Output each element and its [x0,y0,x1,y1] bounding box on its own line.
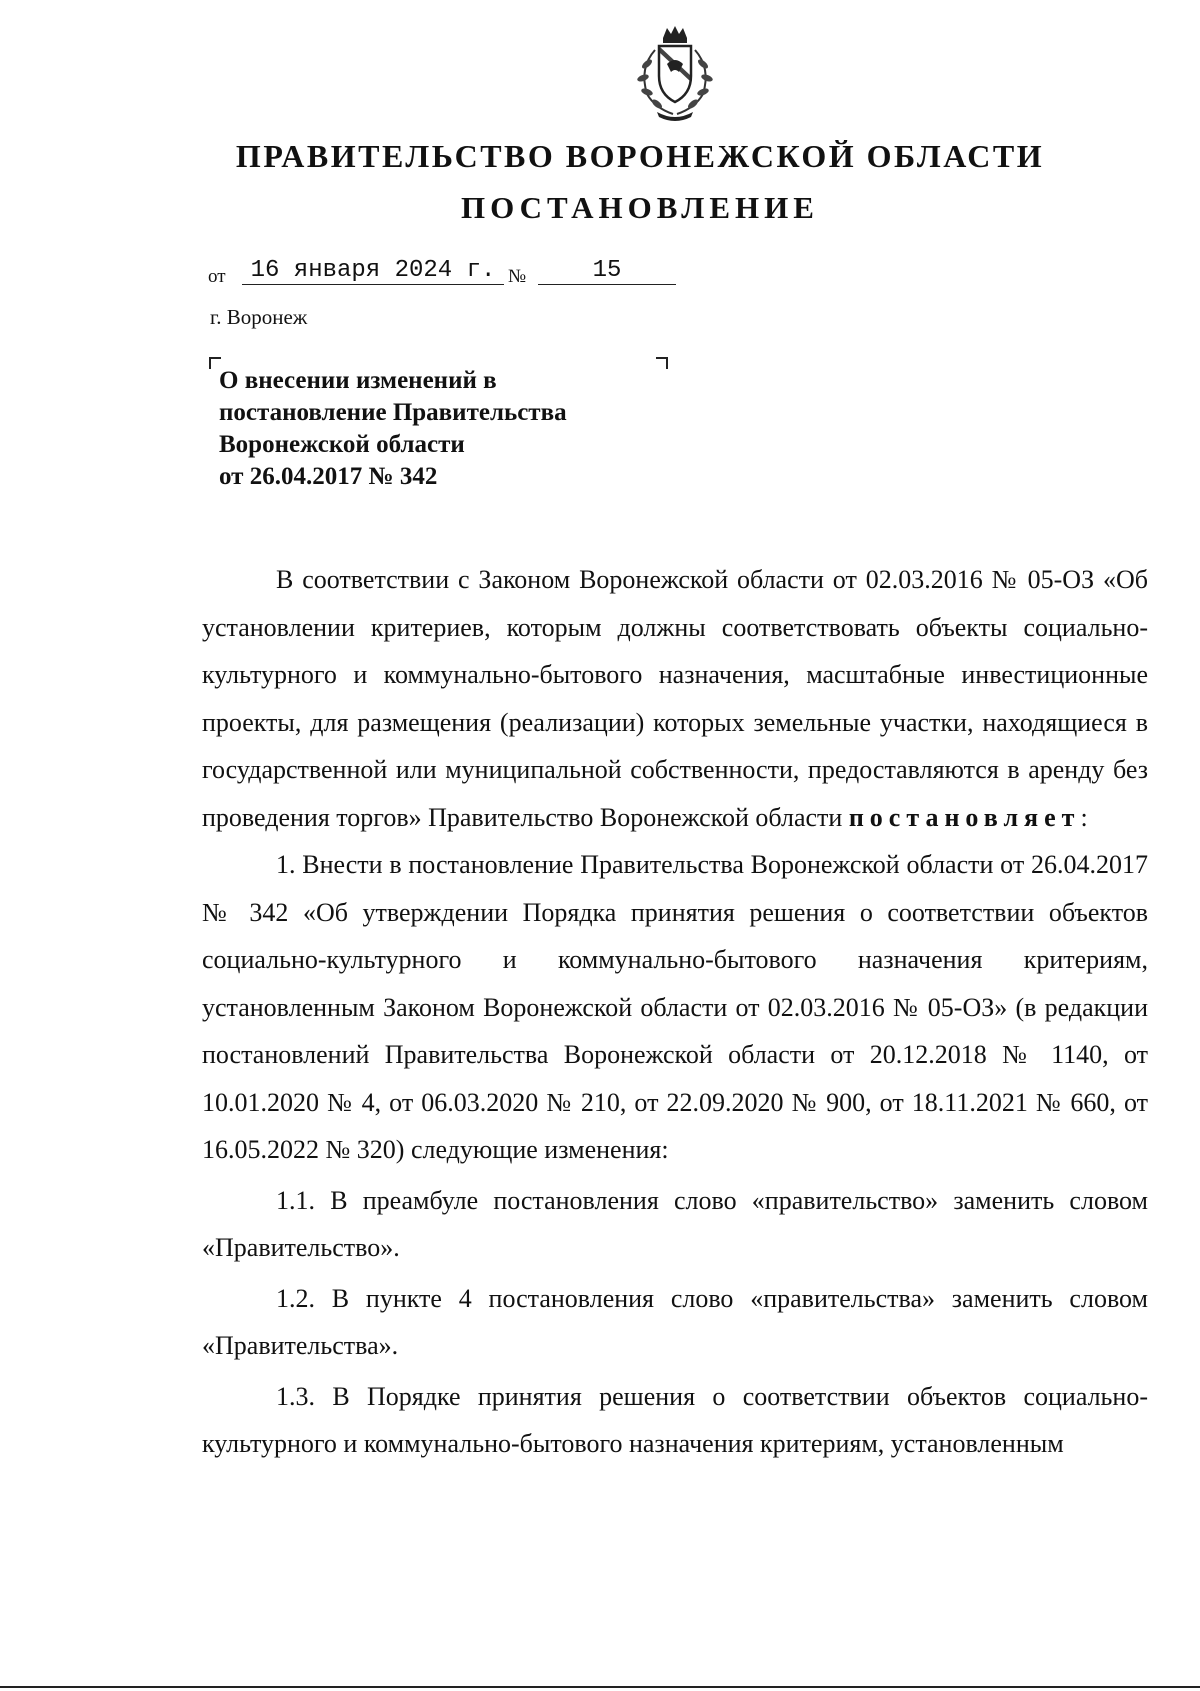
document-subject [219,365,567,493]
subject-line: Воронежской области [219,431,465,458]
preamble-text: В соответствии с Законом Воронежской области от 02.03.2016 № 05-ОЗ «Об установлении критериев, которым должны соответствовать объекты социально-культурного и коммунально-бытового назначения, масштабные инвестиционные проекты, для размещения (реализации) которых земельные участки, находящиеся в государственной или муниципальной собственности, предоставляются в аренду без проведения торгов» Правительство Воронежской области [202,565,1148,832]
subject-line: от 26.04.2017 № 342 [219,463,438,490]
decree-colon: : [1080,802,1088,832]
number-label: № [508,266,527,287]
document-type-title: ПОСТАНОВЛЕНИЕ [461,190,819,225]
date-from-label: от [208,266,226,287]
preamble-paragraph [202,556,1148,841]
item-1-paragraph: 1. Внести в постановление Правительства Воронежской области от 26.04.2017 № 342 «Об утверждении Порядка принятия решения о соответствии объектов социально-культурного и коммунально-бытового назначения критериям, установленным Законом Воронежской области от 02.03.2016 № 05-ОЗ» (в редакции постановлений Правительства Воронежской области от 20.12.2018 № 1140, от 10.01.2020 № 4, от 06.03.2020 № 210, от 22.09.2020 № 900, от 18.11.2021 № 660, от 16.05.2022 № 320) следующие изменения: [202,850,1148,1164]
subject-line: постановление Правительства [219,399,567,426]
coat-of-arms-icon [625,24,725,124]
item-1-1-paragraph: 1.1. В преамбуле постановления слово «правительство» заменить словом «Правительство». [202,1185,1148,1262]
subject-bracket-right [656,357,668,369]
document-date: 16 января 2024 г. [242,258,504,285]
decree-word: постановляет [848,802,1081,832]
item-1-2-paragraph: 1.2. В пункте 4 постановления слово «правительства» заменить словом «Правительства». [202,1283,1148,1360]
subject-line: О внесении изменений в [219,367,497,394]
item-1-3-paragraph: 1.3. В Порядке принятия решения о соответствии объектов социально-культурного и коммунально-бытового назначения критериям, установленным [202,1381,1148,1458]
city-label: г. Воронеж [210,305,308,329]
document-number: 15 [538,258,676,285]
organization-title: ПРАВИТЕЛЬСТВО ВОРОНЕЖСКОЙ ОБЛАСТИ [235,138,1045,174]
footer-rule [0,1686,1200,1688]
document-body [202,556,1148,1468]
